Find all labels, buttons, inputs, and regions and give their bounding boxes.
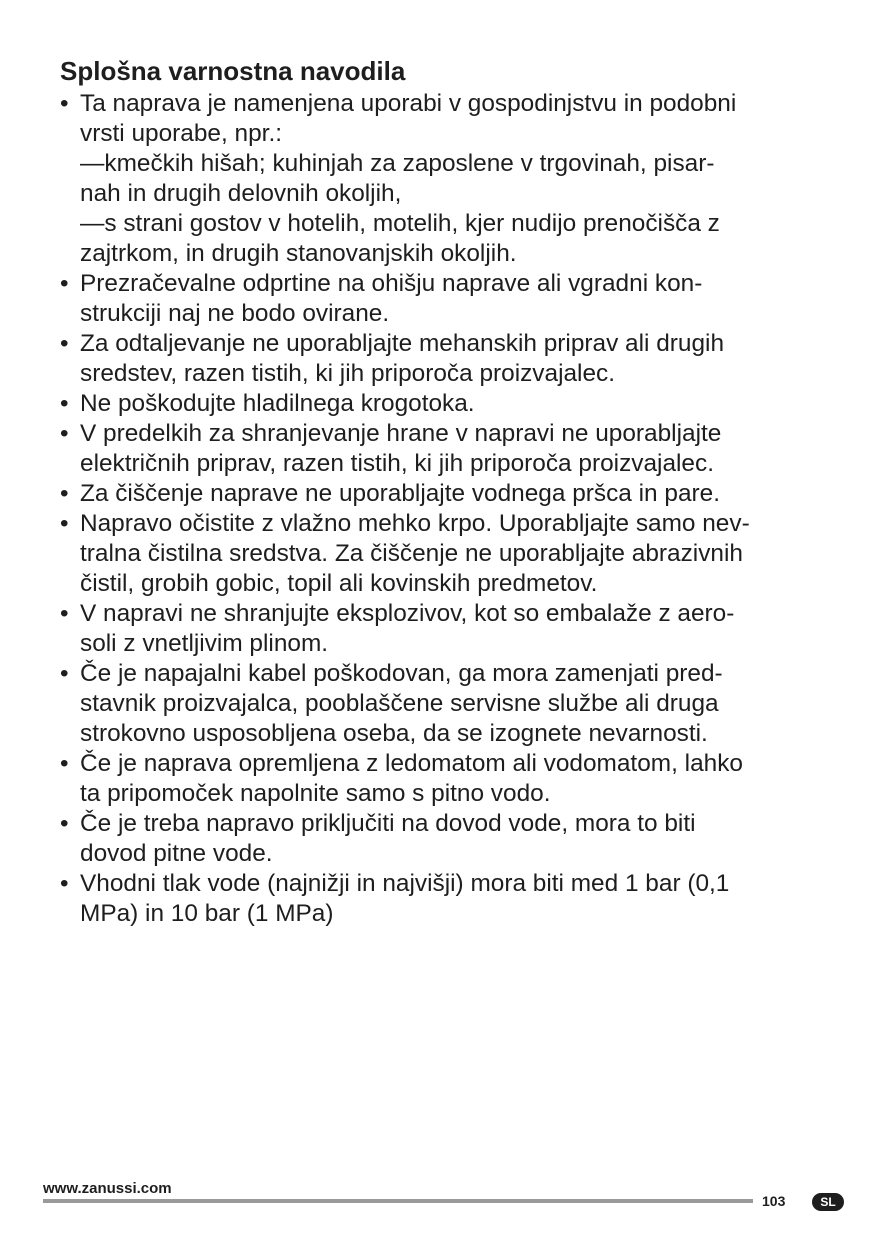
bullet-icon: • [60, 390, 69, 417]
bullet-icon: • [60, 480, 69, 507]
list-item-line: soli z vnetljivim plinom. [80, 630, 329, 657]
bullet-icon: • [60, 810, 69, 837]
footer-divider [43, 1199, 753, 1203]
list-item [60, 599, 840, 659]
list-item [60, 329, 840, 389]
list-item [60, 869, 840, 929]
list-item-line: Vhodni tlak vode (najnižji in najvišji) mora biti med 1 bar (0,1 [80, 870, 730, 897]
list-item-line: Ne poškodujte hladilnega krogotoka. [80, 390, 475, 417]
safety-instructions-list [60, 89, 840, 929]
list-item-line: strukciji naj ne bodo ovirane. [80, 300, 390, 327]
bullet-icon: • [60, 330, 69, 357]
list-item-line: V predelkih za shranjevanje hrane v napravi ne uporabljajte [80, 420, 722, 447]
bullet-icon: • [60, 90, 69, 117]
list-item-line: V napravi ne shranjujte eksplozivov, kot so embalaže z aero- [80, 600, 735, 627]
list-item-line: stavnik proizvajalca, pooblaščene servisne službe ali druga [80, 690, 719, 717]
bullet-icon: • [60, 600, 69, 627]
section-heading: Splošna varnostna navodila [60, 56, 406, 86]
list-item [60, 509, 840, 599]
list-item-line: Če je naprava opremljena z ledomatom ali vodomatom, lahko [80, 750, 743, 777]
list-item-line: električnih priprav, razen tistih, ki jih priporoča proizvajalec. [80, 450, 714, 477]
list-item [60, 389, 840, 419]
list-item-line: sredstev, razen tistih, ki jih priporoča proizvajalec. [80, 360, 616, 387]
list-item-line: strokovno usposobljena oseba, da se izognete nevarnosti. [80, 720, 708, 747]
list-item [60, 749, 840, 809]
bullet-icon: • [60, 420, 69, 447]
bullet-icon: • [60, 750, 69, 777]
list-item [60, 809, 840, 869]
list-item [60, 419, 840, 479]
list-item-line: dovod pitne vode. [80, 840, 273, 867]
list-item-line: —s strani gostov v hotelih, motelih, kjer nudijo prenočišča z [80, 210, 720, 237]
list-item [60, 659, 840, 749]
bullet-icon: • [60, 270, 69, 297]
document-body [60, 55, 840, 929]
bullet-icon: • [60, 660, 69, 687]
bullet-icon: • [60, 870, 69, 897]
list-item-line: Za odtaljevanje ne uporabljajte mehanskih priprav ali drugih [80, 330, 725, 357]
list-item-line: Za čiščenje naprave ne uporabljajte vodnega pršca in pare. [80, 480, 720, 507]
bullet-icon: • [60, 510, 69, 537]
page-number: 103 [762, 1193, 786, 1209]
list-item-line: Če je treba napravo priključiti na dovod vode, mora to biti [80, 810, 696, 837]
list-item-line: nah in drugih delovnih okoljih, [80, 180, 402, 207]
list-item-line: zajtrkom, in drugih stanovanjskih okoljih. [80, 240, 517, 267]
list-item [60, 479, 840, 509]
list-item-line: ta pripomoček napolnite samo s pitno vodo. [80, 780, 551, 807]
list-item-line: vrsti uporabe, npr.: [80, 120, 283, 147]
list-item [60, 269, 840, 329]
list-item [60, 89, 840, 269]
footer-url: www.zanussi.com [43, 1180, 172, 1197]
language-badge: SL [812, 1193, 844, 1211]
list-item-line: Če je napajalni kabel poškodovan, ga mora zamenjati pred- [80, 660, 723, 687]
list-item-line: Ta naprava je namenjena uporabi v gospodinjstvu in podobni [80, 90, 737, 117]
list-item-line: Prezračevalne odprtine na ohišju naprave ali vgradni kon- [80, 270, 703, 297]
list-item-line: čistil, grobih gobic, topil ali kovinskih predmetov. [80, 570, 598, 597]
list-item-line: MPa) in 10 bar (1 MPa) [80, 900, 334, 927]
list-item-line: —kmečkih hišah; kuhinjah za zaposlene v trgovinah, pisar- [80, 150, 715, 177]
list-item-line: tralna čistilna sredstva. Za čiščenje ne uporabljajte abrazivnih [80, 540, 743, 567]
list-item-line: Napravo očistite z vlažno mehko krpo. Uporabljajte samo nev- [80, 510, 750, 537]
